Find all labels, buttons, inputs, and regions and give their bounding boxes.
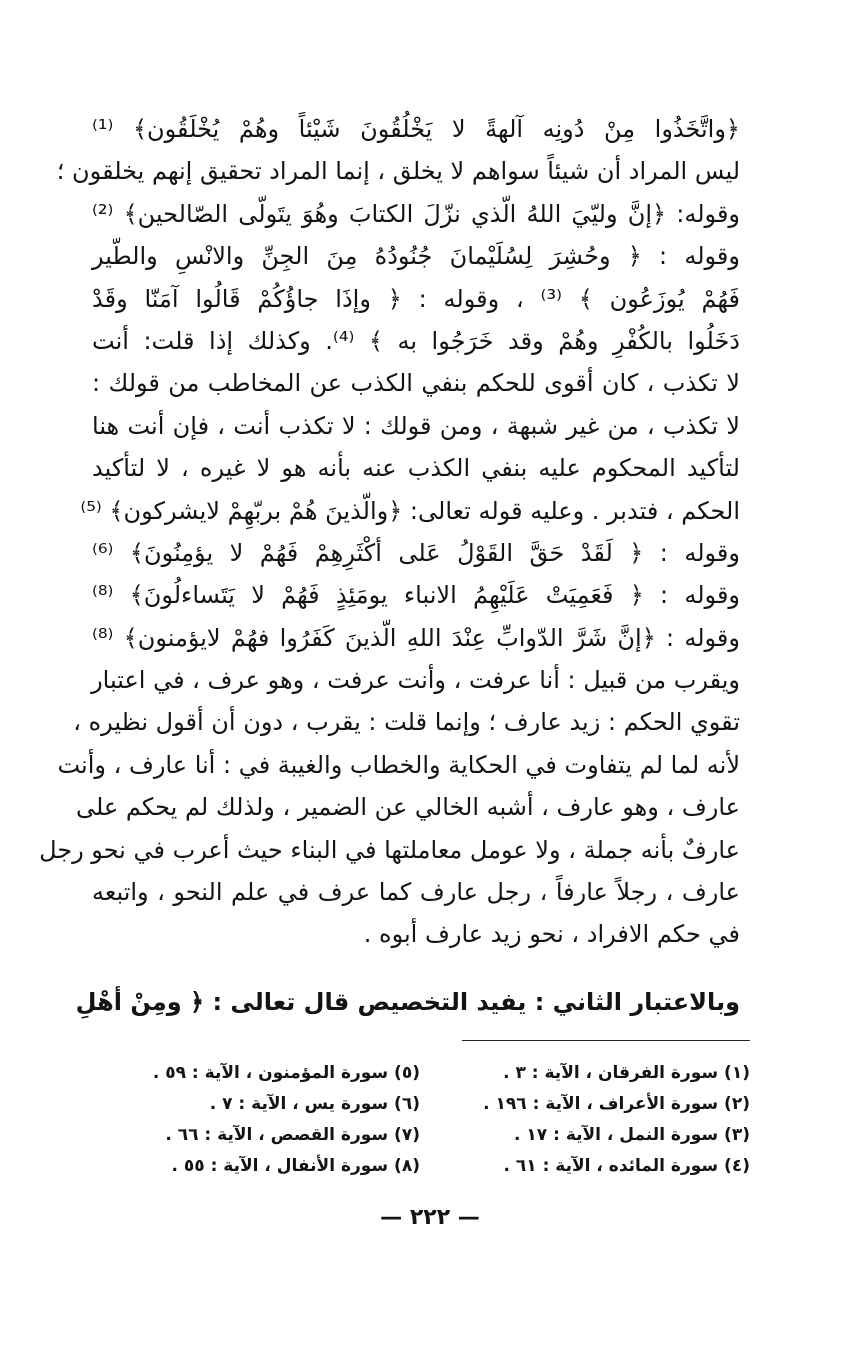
text-line: لتأكيد المحكوم عليه بنفي الكذب عنه بأنه هو لا غيره ، لا لتأكيد (92, 454, 740, 483)
text-line: عارف ، وهو عارف ، أشبه الخالي عن الضمير ، ولذلك لم يحكم على (76, 793, 740, 822)
text-line: عارفٌ بأنه جملة ، ولا عومل معاملتها في البناء حيث أعرب في نحو رجل (39, 835, 740, 864)
text-line: وقوله : ﴿ وحُشِرَ لِسُلَيْمانَ جُنُودُهُ مِنَ الجِنِّ والانْسِ والطّير (92, 242, 740, 271)
footnote-divider (462, 1040, 750, 1041)
text-line: تقوي الحكم : زيد عارف ؛ وإنما قلت : يقرب ، دون أن أقول نظيره ، (73, 708, 740, 737)
text-line: وقوله: ﴿إنَّ وليّيَ اللهُ الّذي نزّلَ الكتابَ وهُوَ يتَولّى الصّالحين﴾ ⁽²⁾ (92, 199, 740, 228)
closing-line: وبالاعتبار الثاني : يفيد التخصيص قال تعالى : ﴿ ومِنْ أهْلِ (75, 988, 740, 1016)
text-line: وقوله : ﴿ فَعَمِيَتْ عَلَيْهِمُ الانباء يومَئِذٍ فَهُمْ لا يَتَساءلُونَ﴾ ⁽⁸⁾ (92, 581, 740, 610)
footnote: (٥) سورة المؤمنون ، الآية : ٥٩ . (152, 1063, 420, 1083)
text-line: ليس المراد أن شيئاً سواهم لا يخلق ، إنما المراد تحقيق إنهم يخلقون ؛ (56, 157, 740, 186)
text-line: ﴿واتَّخَذُوا مِنْ دُونِه آلهةً لا يَخْلُقُونَ شَيْئاً وهُمْ يُخْلَقُون﴾ ⁽¹⁾ (92, 115, 740, 143)
footnotes (130, 1058, 750, 1182)
text-line: وقوله : ﴿ لَقَدْ حَقَّ القَوْلُ عَلى أكْثَرِهِمْ فَهُمْ لا يؤمِنُونَ﴾ ⁽⁶⁾ (92, 538, 740, 567)
footnote: (٦) سورة يس ، الآية : ٧ . (209, 1094, 420, 1114)
text-line: عارف ، رجلاً عارفاً ، رجل عارف كما عرف في علم النحو ، واتبعه (92, 878, 740, 907)
footnote: (٣) سورة النمل ، الآية : ١٧ . (514, 1125, 750, 1145)
footnote: (٨) سورة الأنفال ، الآية : ٥٥ . (171, 1156, 420, 1176)
text-line: الحكم ، فتدبر . وعليه قوله تعالى: ﴿والّذينَ هُمْ بربّهِمْ لايشركون﴾ ⁽⁵⁾ (80, 496, 740, 525)
footnote: (٢) سورة الأعراف ، الآية : ١٩٦ . (483, 1094, 750, 1114)
footnote: (١) سورة الفرقان ، الآية : ٣ . (503, 1063, 750, 1083)
footnote: (٤) سورة المائده ، الآية : ٦١ . (503, 1156, 750, 1176)
main-text (39, 108, 740, 956)
text-line: دَخَلُوا بالكُفْرِ وهُمْ وقد خَرَجُوا به ﴾ ⁽⁴⁾. وكذلك إذا قلت: أنت (92, 326, 740, 355)
footnotes-right-column (460, 1058, 750, 1182)
text-line: لا تكذب ، من غير شبهة ، ومن قولك : لا تكذب أنت ، فإن أنت هنا (92, 411, 740, 440)
footnotes-left-column (130, 1058, 420, 1182)
text-line: وقوله : ﴿إنَّ شَرَّ الدّوابِّ عِنْدَ اللهِ الّذينَ كَفَرُوا فهُمْ لايؤمنون﴾ ⁽⁸⁾ (92, 623, 740, 652)
text-line: لا تكذب ، كان أقوى للحكم بنفي الكذب عن المخاطب من قولك : (92, 369, 740, 398)
text-line: لأنه لما لم يتفاوت في الحكاية والخطاب والغيبة في : أنا عارف ، وأنت (57, 750, 740, 779)
text-line: ويقرب من قبيل : أنا عرفت ، وأنت عرفت ، وهو عرف ، في اعتبار (91, 666, 740, 695)
text-line: في حكم الافراد ، نحو زيد عارف أبوه . (363, 920, 740, 949)
text-line: فَهُمْ يُوزَعُون ﴾ ⁽³⁾ ، وقوله : ﴿ وإذَا جاؤُكُمْ قَالُوا آمَنّا وقَدْ (92, 284, 740, 313)
page-number: — ٢٢٢ — (380, 1205, 480, 1230)
footnote: (٧) سورة القصص ، الآية : ٦٦ . (165, 1125, 420, 1145)
